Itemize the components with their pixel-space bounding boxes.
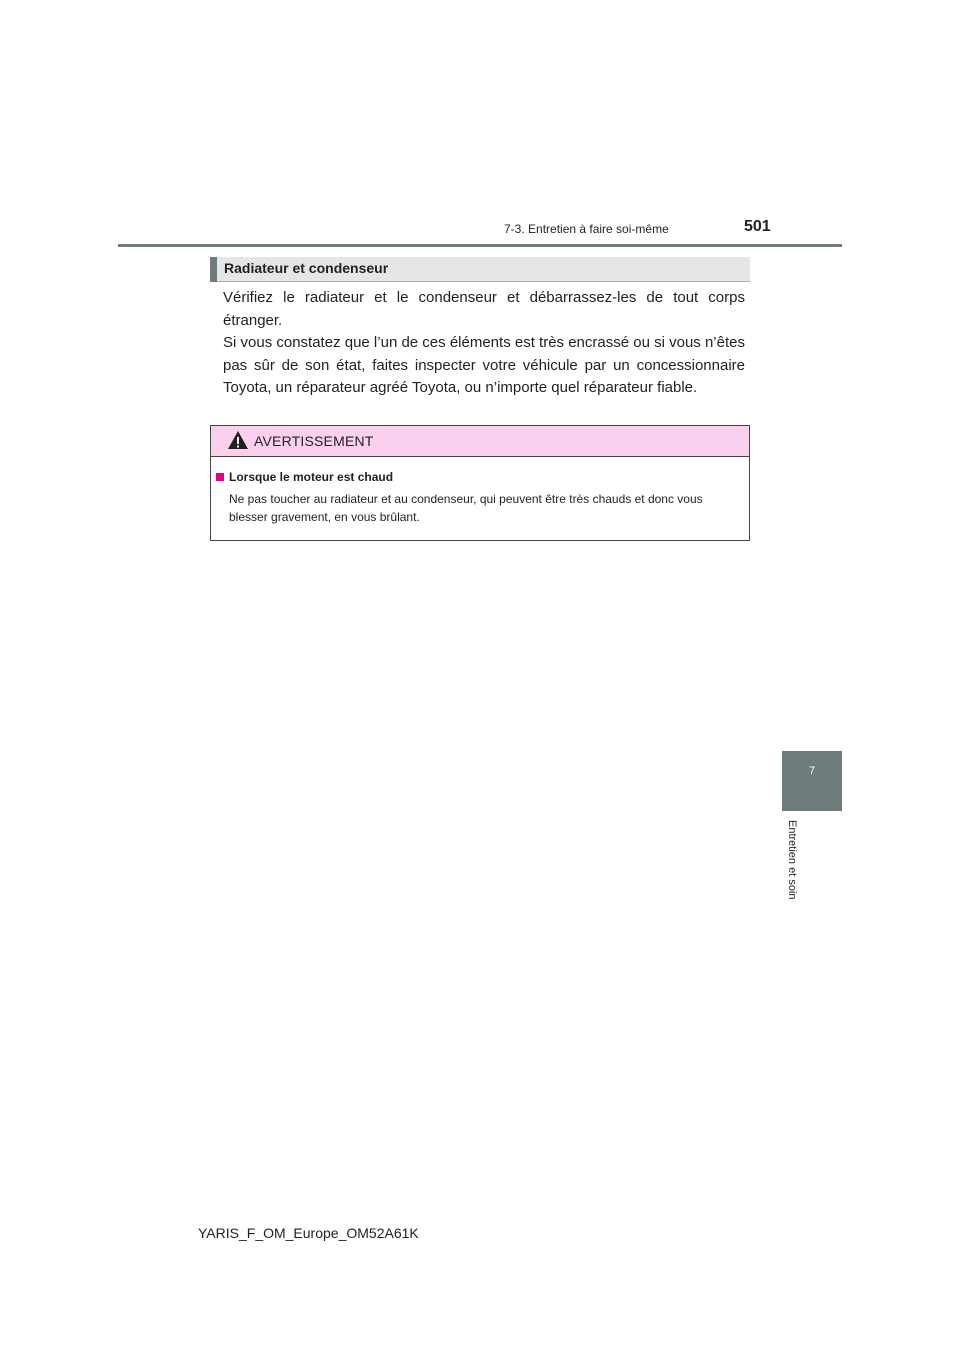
section-path: 7-3. Entretien à faire soi-même xyxy=(504,222,669,236)
chapter-label xyxy=(786,820,802,930)
warning-triangle-icon xyxy=(227,429,249,451)
warning-title: AVERTISSEMENT xyxy=(254,433,374,449)
warning-subtitle xyxy=(216,470,393,484)
section-body xyxy=(223,287,745,400)
chapter-label-text: Entretien et soin xyxy=(786,820,798,900)
warning-header xyxy=(211,426,749,457)
page-number: 501 xyxy=(744,218,771,235)
document-code: YARIS_F_OM_Europe_OM52A61K xyxy=(198,1225,419,1241)
body-paragraph: Si vous constatez que l’un de ces éléments est très encrassé ou si vous n’êtes pas sûr de son état, faites inspecter votre véhicule par un concessionnaire Toyota, un réparateur agréé Toyota, ou n’importe quel réparateur fiable. xyxy=(223,334,745,396)
section-heading-marker xyxy=(210,257,217,282)
chapter-number: 7 xyxy=(808,765,816,777)
header-rule xyxy=(118,244,842,247)
body-paragraph: Vérifiez le radiateur et le condenseur et débarrassez-les de tout corps étranger. xyxy=(223,289,745,329)
warning-subtitle-text: Lorsque le moteur est chaud xyxy=(229,470,394,484)
section-heading-bar xyxy=(210,257,750,282)
section-title: Radiateur et condenseur xyxy=(224,260,389,276)
warning-text: Ne pas toucher au radiateur et au condenseur, qui peuvent être très chauds et donc vous blesser gravement, en vous brûlant. xyxy=(229,492,703,524)
square-bullet-icon xyxy=(216,473,224,481)
chapter-tab xyxy=(782,751,842,811)
warning-box xyxy=(210,425,750,541)
